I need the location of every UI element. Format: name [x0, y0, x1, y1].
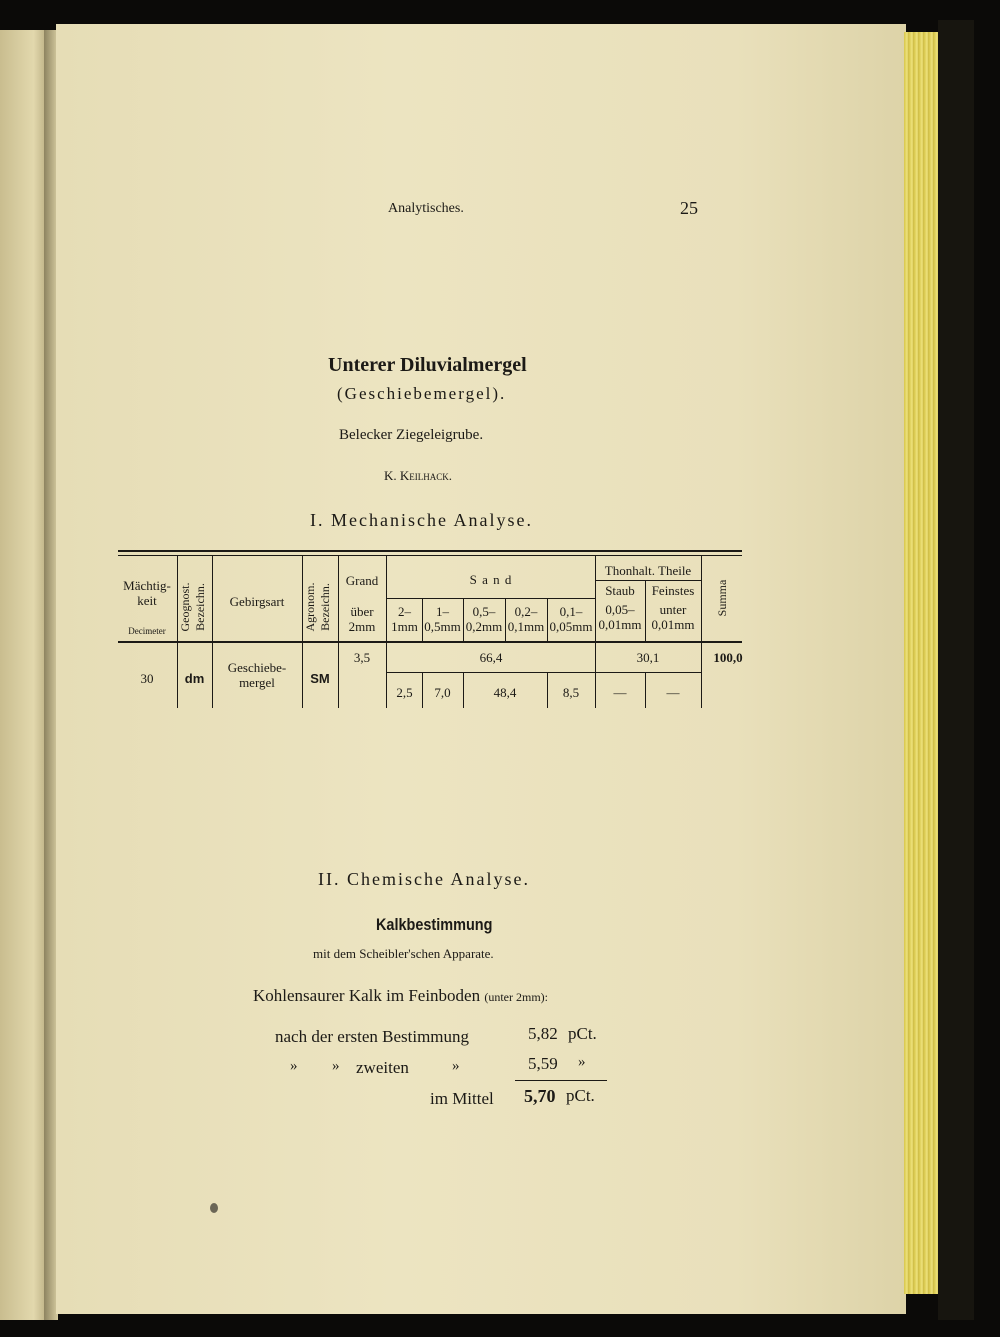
header-decimeter: Decimeter: [128, 626, 166, 636]
row-first-value: 5,82: [528, 1024, 558, 1043]
sand-value-rule: [387, 672, 595, 673]
running-title: Analytisches.: [388, 201, 464, 216]
header-sand: S a n d: [469, 572, 513, 587]
left-page-edge: [0, 30, 48, 1320]
row-second-unit: »: [578, 1054, 586, 1070]
book-cover: [938, 20, 974, 1320]
header-gebirgsart: Gebirgsart: [229, 594, 285, 609]
header-sand-col: 0,5– 0,2mm: [465, 604, 503, 634]
row-mean-value: 5,70: [524, 1086, 556, 1106]
cell-maechtigkeit: 30: [140, 671, 154, 686]
header-sand-col: 0,2– 0,1mm: [507, 604, 545, 634]
cell-sand-value: 7,0: [434, 685, 451, 700]
header-feinstes: Feinstes: [651, 583, 695, 598]
cell-sand-value: 48,4: [493, 685, 517, 700]
cell-grand: 3,5: [353, 650, 371, 665]
subheading-kalk: Kalkbestimmung: [376, 915, 493, 934]
header-agronom: Agronom. Bezeichn.: [303, 582, 332, 632]
row-mean-label: im Mittel: [430, 1089, 494, 1108]
author: K. Keilhack.: [384, 468, 453, 483]
header-summa: Summa: [715, 579, 729, 617]
row-second-value: 5,59: [528, 1054, 558, 1073]
section-heading-mechanical: I. Mechanische Analyse.: [310, 510, 533, 530]
sand-subrule: [387, 598, 595, 599]
ditto-mark: »: [290, 1058, 298, 1074]
row-first-label: nach der ersten Bestimmung: [275, 1027, 470, 1046]
page-title: Unterer Diluvialmergel: [328, 354, 527, 376]
cell-feinstes: —: [666, 685, 680, 700]
page: [56, 24, 906, 1314]
header-geognost: Geognost. Bezeichn.: [178, 582, 207, 632]
cell-sand-value: 2,5: [396, 685, 413, 700]
page-subtitle: (Geschiebemergel).: [337, 384, 507, 403]
cell-sand-total: 66,4: [479, 650, 503, 665]
cell-sand-value: 8,5: [562, 685, 580, 700]
ink-spot: [210, 1203, 218, 1213]
section-heading-chemical: II. Chemische Analyse.: [318, 869, 530, 889]
cell-gebirgsart: Geschiebe- mergel: [227, 660, 287, 690]
header-sand-col: 1– 0,5mm: [424, 604, 461, 634]
header-grand-sub: über 2mm: [348, 604, 376, 634]
cell-agronom: SM: [310, 671, 330, 686]
row-mean-unit: pCt.: [566, 1086, 595, 1105]
header-staub-sub: 0,05– 0,01mm: [598, 602, 642, 632]
cell-staub: —: [613, 685, 627, 700]
method-text: mit dem Scheibler'schen Apparate.: [313, 946, 494, 961]
sum-rule: [515, 1080, 607, 1081]
ditto-mark: »: [332, 1058, 340, 1074]
intro-line: [253, 986, 548, 1006]
ditto-mark: »: [452, 1058, 460, 1074]
intro-text: Kohlensaurer Kalk im Feinboden: [253, 986, 481, 1005]
method: [313, 946, 494, 962]
header-grand: Grand: [345, 573, 379, 588]
header-staub: Staub: [605, 583, 635, 598]
location: Belecker Ziegeleigrube.: [339, 427, 484, 443]
header-thonhalt: Thonhalt. Theile: [604, 563, 692, 578]
cell-thonhalt-total: 30,1: [636, 650, 660, 665]
row-first-unit: pCt.: [568, 1024, 597, 1043]
thon-subrule: [595, 580, 701, 581]
header-maechtigkeit: Mächtig- keit: [123, 578, 171, 608]
cell-geognost: dm: [184, 671, 205, 686]
page-number: 25: [680, 198, 698, 218]
row-second-label: zweiten: [356, 1058, 409, 1077]
header-sand-col: 0,1– 0,05mm: [549, 604, 593, 634]
header-feinstes-sub: unter 0,01mm: [651, 602, 695, 632]
intro-note: (unter 2mm):: [484, 990, 548, 1004]
thon-value-rule: [595, 672, 701, 673]
header-sand-col: 2– 1mm: [391, 604, 418, 634]
col-divider: [701, 556, 702, 708]
table-rule-top: [118, 550, 742, 552]
cell-summa: 100,0: [713, 650, 743, 665]
